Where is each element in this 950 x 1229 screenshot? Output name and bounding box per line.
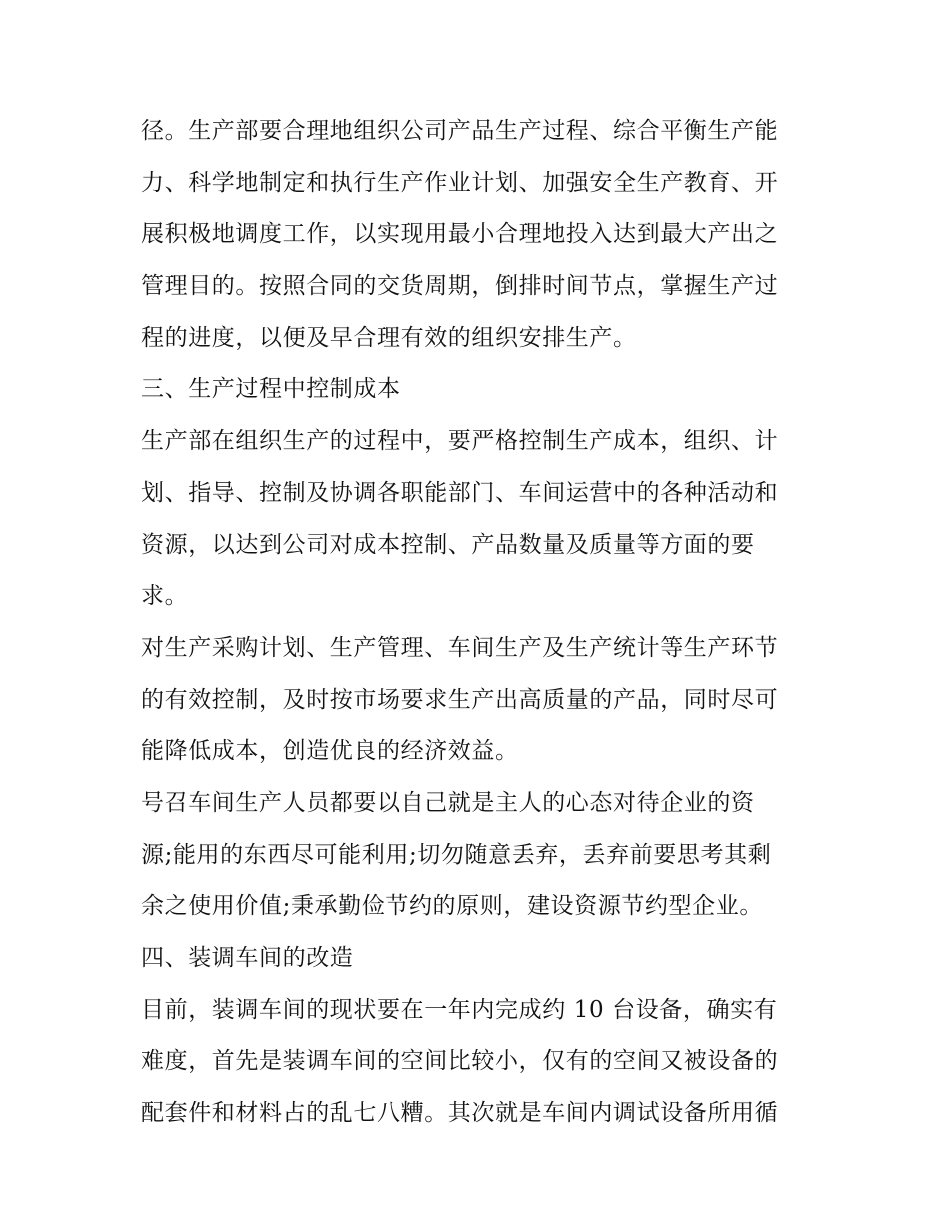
paragraph-line: 能降低成本，创造优良的经济效益。 [141, 738, 519, 765]
paragraph-line: 源;能用的东西尽可能利用;切勿随意丢弃，丢弃前要思考其剩 [141, 841, 772, 868]
paragraph-line: 余之使用价值;秉承勤俭节约的原则，建设资源节约型企业。 [141, 893, 763, 920]
paragraph-line: 配套件和材料占的乱七八糟。其次就是车间内调试设备所用循 [141, 1100, 779, 1127]
paragraph-line: 号召车间生产人员都要以自己就是主人的心态对待企业的资 [141, 789, 755, 816]
section-heading: 三、生产过程中控制成本 [141, 376, 401, 403]
paragraph-line: 求。 [141, 583, 189, 610]
paragraph-line: 资源，以达到公司对成本控制、产品数量及质量等方面的要 [141, 531, 755, 558]
paragraph-line: 径。生产部要合理地组织公司产品生产过程、综合平衡生产能 [141, 118, 779, 144]
paragraph-line: 划、指导、控制及协调各职能部门、车间运营中的各种活动和 [141, 479, 779, 506]
paragraph-line: 生产部在组织生产的过程中，要严格控制生产成本，组织、计 [141, 428, 779, 455]
section-heading: 四、装调车间的改造 [141, 945, 354, 971]
document-body [141, 106, 821, 1140]
paragraph-line: 力、科学地制定和执行生产作业计划、加强安全生产教育、开 [141, 169, 779, 196]
paragraph-line: 展积极地调度工作，以实现用最小合理地投入达到最大产出之 [141, 221, 779, 248]
paragraph-line: 管理目的。按照合同的交货周期，倒排时间节点，掌握生产过 [141, 273, 779, 300]
paragraph-line: 程的进度，以便及早合理有效的组织安排生产。 [141, 324, 637, 351]
paragraph-line: 的有效控制，及时按市场要求生产出高质量的产品，同时尽可 [141, 686, 779, 713]
paragraph-line: 对生产采购计划、生产管理、车间生产及生产统计等生产环节 [141, 634, 779, 661]
paragraph-line: 难度，首先是装调车间的空间比较小，仅有的空间又被设备的 [141, 1048, 779, 1075]
paragraph-line: 目前，装调车间的现状要在一年内完成约 10 台设备，确实有 [141, 996, 778, 1023]
